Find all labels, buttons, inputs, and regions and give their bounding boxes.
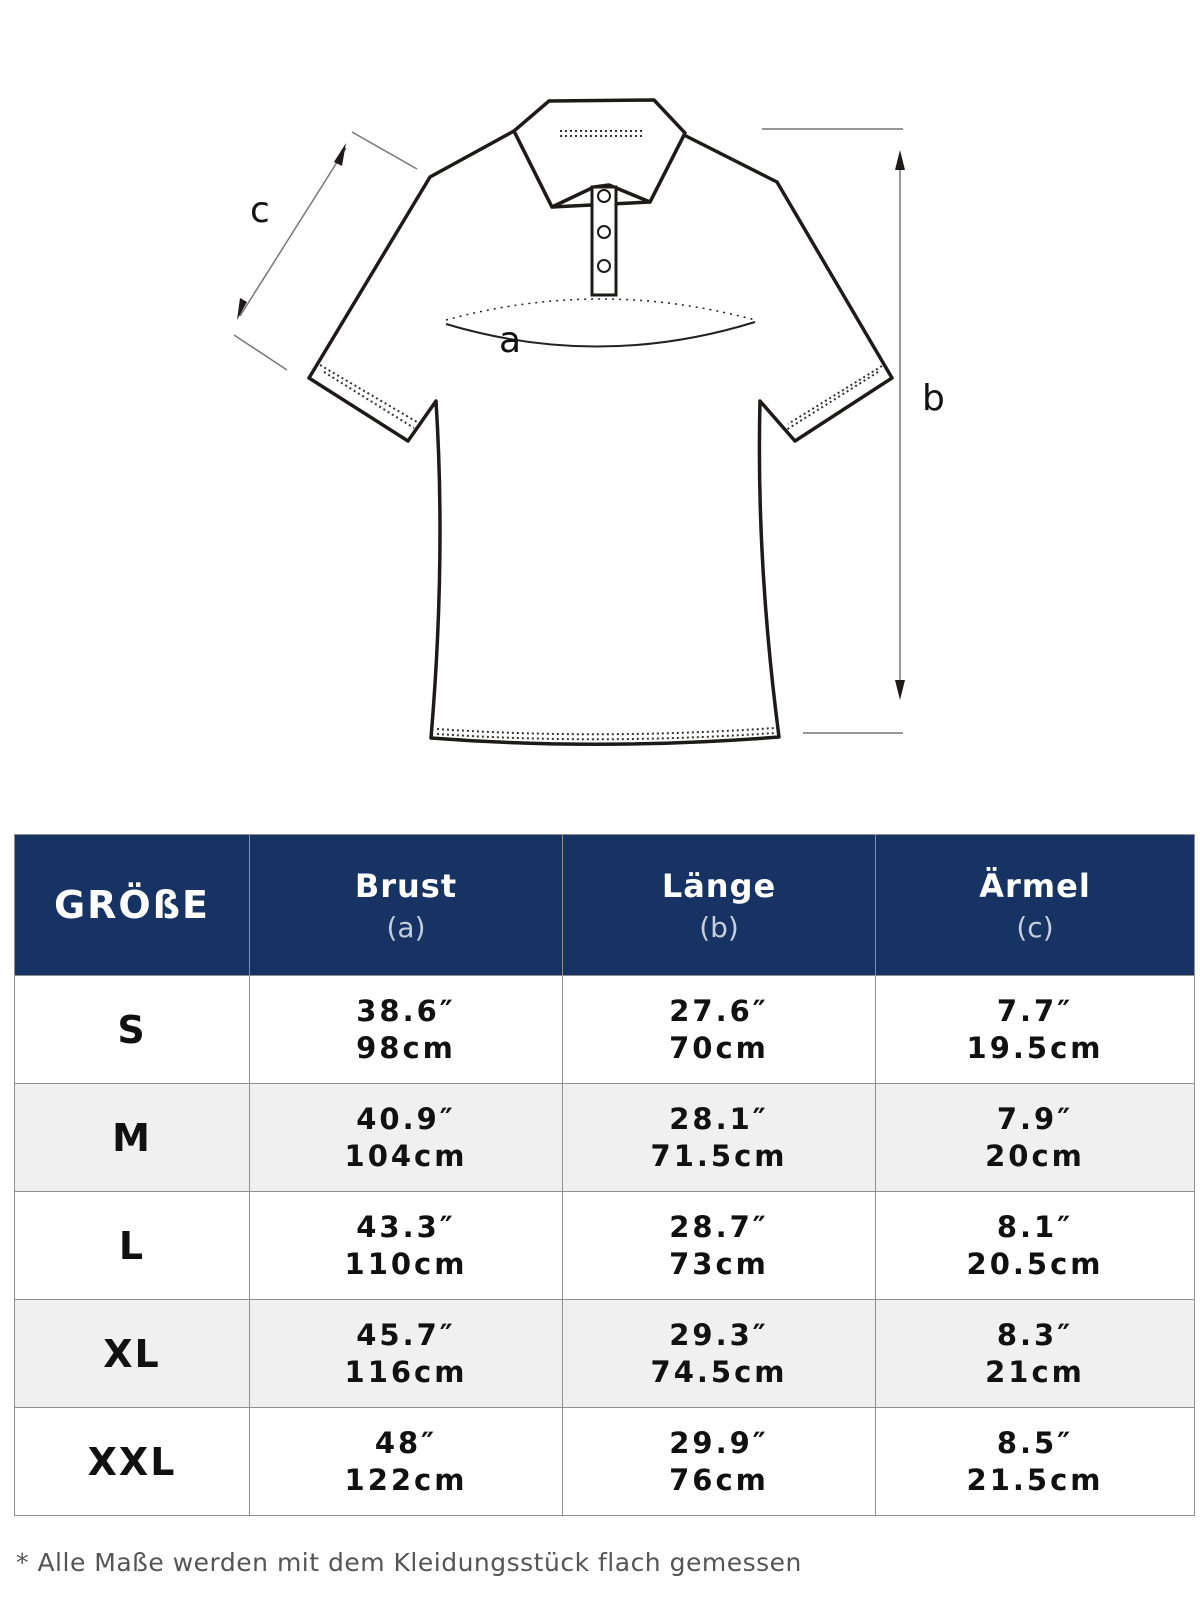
brust-cm: 122cm xyxy=(344,1462,468,1497)
aermel-inch: 8.5″ xyxy=(996,1425,1074,1460)
polo-shirt-measurement-diagram xyxy=(0,0,1200,780)
size-cell: S xyxy=(15,976,250,1084)
measurement-footnote: * Alle Maße werden mit dem Kleidungsstück flach gemessen xyxy=(16,1548,802,1577)
aermel-cell xyxy=(876,1300,1195,1408)
table-header xyxy=(15,835,1195,976)
aermel-cm: 20cm xyxy=(985,1138,1085,1173)
aermel-cell xyxy=(876,1408,1195,1516)
size-cell: XXL xyxy=(15,1408,250,1516)
header-brust xyxy=(250,835,563,976)
brust-cm: 104cm xyxy=(344,1138,468,1173)
header-aermel-sub: (c) xyxy=(1016,910,1054,944)
brust-cm: 98cm xyxy=(356,1030,456,1065)
table-row xyxy=(15,1408,1195,1516)
laenge-cm: 73cm xyxy=(669,1246,769,1281)
aermel-cm: 21cm xyxy=(985,1354,1085,1389)
laenge-cm: 74.5cm xyxy=(650,1354,788,1389)
laenge-cell xyxy=(563,1084,876,1192)
header-size xyxy=(15,835,250,976)
label-c: c xyxy=(250,190,270,231)
aermel-cm: 21.5cm xyxy=(966,1462,1104,1497)
aermel-inch: 8.1″ xyxy=(996,1209,1074,1244)
aermel-cm: 19.5cm xyxy=(966,1030,1104,1065)
laenge-inch: 27.6″ xyxy=(669,993,769,1028)
brust-inch: 48″ xyxy=(374,1425,438,1460)
laenge-cell xyxy=(563,1408,876,1516)
size-chart-table xyxy=(14,834,1195,1516)
brust-cm: 110cm xyxy=(344,1246,468,1281)
laenge-cell xyxy=(563,1192,876,1300)
header-laenge xyxy=(563,835,876,976)
size-cell: XL xyxy=(15,1300,250,1408)
brust-inch: 45.7″ xyxy=(356,1317,456,1352)
laenge-inch: 28.1″ xyxy=(669,1101,769,1136)
table-row xyxy=(15,1192,1195,1300)
header-brust-title: Brust xyxy=(354,866,458,905)
laenge-cm: 70cm xyxy=(669,1030,769,1065)
laenge-cell xyxy=(563,1300,876,1408)
aermel-inch: 7.7″ xyxy=(996,993,1074,1028)
brust-cell xyxy=(250,1300,563,1408)
placket xyxy=(592,187,616,295)
button-icon xyxy=(598,226,610,238)
brust-inch: 38.6″ xyxy=(356,993,456,1028)
table-row xyxy=(15,1084,1195,1192)
brust-cell xyxy=(250,976,563,1084)
header-aermel-title: Ärmel xyxy=(979,866,1091,905)
table-body xyxy=(15,976,1195,1516)
aermel-cell xyxy=(876,976,1195,1084)
brust-cell xyxy=(250,1192,563,1300)
laenge-inch: 29.9″ xyxy=(669,1425,769,1460)
header-aermel xyxy=(876,835,1195,976)
table-row xyxy=(15,976,1195,1084)
aermel-inch: 8.3″ xyxy=(996,1317,1074,1352)
laenge-cm: 76cm xyxy=(669,1462,769,1497)
label-b: b xyxy=(922,378,945,419)
laenge-inch: 28.7″ xyxy=(669,1209,769,1244)
brust-cell xyxy=(250,1408,563,1516)
aermel-cell xyxy=(876,1084,1195,1192)
laenge-cell xyxy=(563,976,876,1084)
header-brust-sub: (a) xyxy=(386,910,426,944)
aermel-cm: 20.5cm xyxy=(966,1246,1104,1281)
brust-cm: 116cm xyxy=(344,1354,468,1389)
size-cell: L xyxy=(15,1192,250,1300)
header-size-label: GRÖßE xyxy=(53,883,211,927)
header-laenge-sub: (b) xyxy=(699,910,739,944)
brust-inch: 43.3″ xyxy=(356,1209,456,1244)
brust-cell xyxy=(250,1084,563,1192)
size-cell: M xyxy=(15,1084,250,1192)
aermel-cell xyxy=(876,1192,1195,1300)
brust-inch: 40.9″ xyxy=(356,1101,456,1136)
button-icon xyxy=(598,260,610,272)
header-laenge-title: Länge xyxy=(661,866,777,905)
table-row xyxy=(15,1300,1195,1408)
laenge-inch: 29.3″ xyxy=(669,1317,769,1352)
aermel-inch: 7.9″ xyxy=(996,1101,1074,1136)
laenge-cm: 71.5cm xyxy=(650,1138,788,1173)
label-a: a xyxy=(499,320,522,361)
button-icon xyxy=(598,190,610,202)
